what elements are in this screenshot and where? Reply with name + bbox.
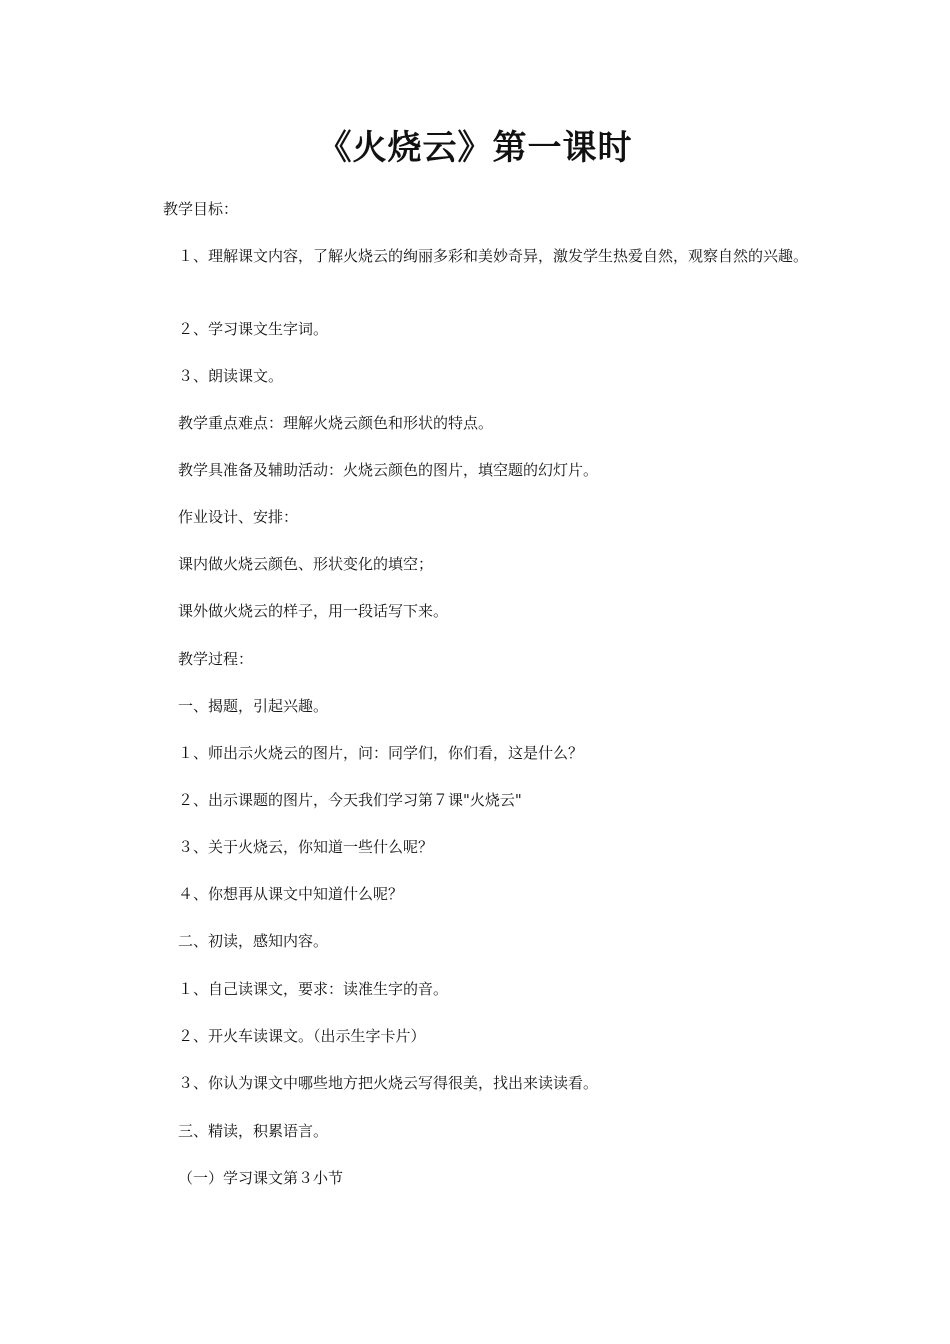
- homework-after-class: 课外做火烧云的样子，用一段话写下来。: [178, 602, 449, 620]
- section-1-item-2: ２、出示课题的图片，今天我们学习第７课"火烧云": [178, 791, 522, 809]
- section-1-item-1: １、师出示火烧云的图片，问：同学们，你们看，这是什么？: [178, 744, 584, 762]
- section-2-item-3: ３、你认为课文中哪些地方把火烧云写得很美，找出来读读看。: [178, 1074, 599, 1092]
- goal-item-3: ３、朗读课文。: [178, 367, 284, 385]
- section-2-heading: 二、初读，感知内容。: [178, 932, 329, 950]
- teaching-aids: 教学具准备及辅助活动：火烧云颜色的图片，填空题的幻灯片。: [178, 461, 599, 479]
- goal-item-2: ２、学习课文生字词。: [178, 320, 329, 338]
- homework-heading: 作业设计、安排：: [178, 508, 299, 526]
- section-3-heading: 三、精读，积累语言。: [178, 1122, 329, 1140]
- section-2-item-1: １、自己读课文，要求：读准生字的音。: [178, 980, 449, 998]
- process-heading: 教学过程：: [178, 650, 254, 668]
- heading-teaching-goals: 教学目标：: [163, 200, 239, 218]
- section-3-sub-1: （一）学习课文第３小节: [178, 1169, 344, 1187]
- section-1-item-3: ３、关于火烧云，你知道一些什么呢？: [178, 838, 434, 856]
- document-title: 《火烧云》第一课时: [317, 128, 633, 168]
- goal-item-1: １、理解课文内容，了解火烧云的绚丽多彩和美妙奇异，激发学生热爱自然，观察自然的兴趣。: [178, 247, 809, 265]
- section-1-item-4: ４、你想再从课文中知道什么呢？: [178, 885, 404, 903]
- key-difficulty: 教学重点难点：理解火烧云颜色和形状的特点。: [178, 414, 494, 432]
- homework-in-class: 课内做火烧云颜色、形状变化的填空；: [178, 555, 434, 573]
- section-1-heading: 一、揭题，引起兴趣。: [178, 697, 329, 715]
- section-2-item-2: ２、开火车读课文。（出示生字卡片）: [178, 1027, 426, 1045]
